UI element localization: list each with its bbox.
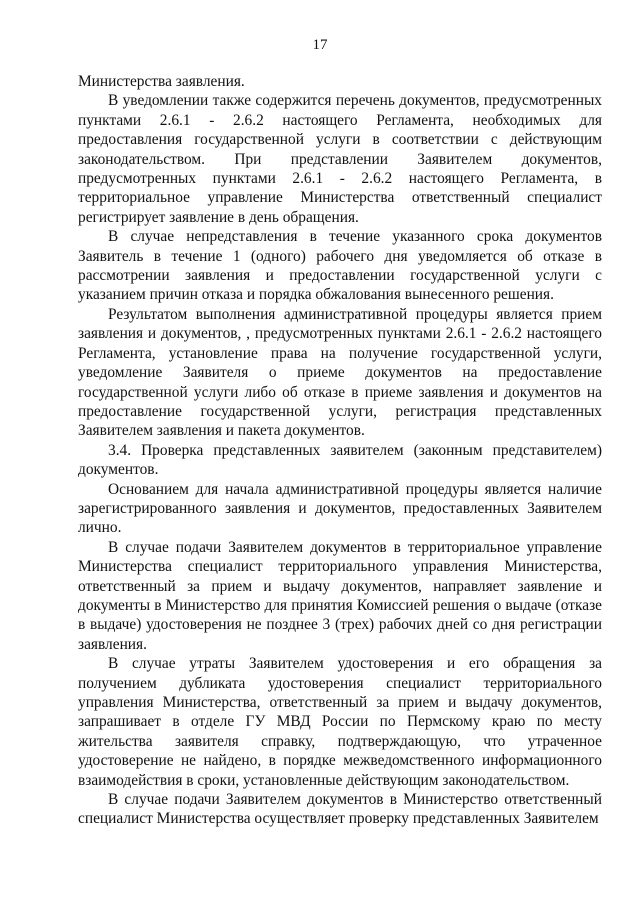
- paragraph-procedure-result: Результатом выполнения административной процедуры является прием заявления и документов, , предусмотренных пунктами 2.6.1 - 2.6.2 настоящего Регламента, установление права на получение государственной услуги, уведомление Заявителя о приеме документов на предоставление государственной услуги либо об отказе в приеме заявления и документов на предоставление государственной услуги, регистрация представленных Заявителем заявления и пакета документов.: [78, 305, 602, 440]
- paragraph-certificate-loss: В случае утраты Заявителем удостоверения и его обращения за получением дубликата удостоверения специалист территориального управления Министерства, ответственный за прием и выдачу документов, запрашивает в отделе ГУ МВД России по Пермскому краю по месту жительства заявителя справку, подтверждающую, что утраченное удостоверение не найдено, в порядке межведомственного информационного взаимодействия в сроки, установленные действующим законодательством.: [78, 655, 602, 789]
- page-number: 17: [312, 37, 328, 53]
- paragraph-continuation: Министерства заявления.: [78, 73, 245, 90]
- paragraph-non-submission: В случае непредставления в течение указанного срока документов Заявитель в течение 1 (одного) рабочего дня уведомляется об отказе в рассмотрении заявления и предоставлении государственной услуги с указанием причин отказа и порядка обжалования вынесенного решения.: [78, 228, 602, 304]
- paragraph-territorial-submission: В случае подачи Заявителем документов в территориальное управление Министерства специалист территориального управления Министерства, ответственный за прием и выдачу документов, направляет заявление и документы в Министерство для принятия Комиссией решения о выдаче (отказе в выдаче) удостоверения не позднее 3 (трех) рабочих дней со дня регистрации заявления.: [78, 538, 602, 653]
- document-body: [78, 72, 602, 829]
- paragraph-procedure-basis: Основанием для начала административной процедуры является наличие зарегистрированного заявления и документов, предоставленных Заявителем лично.: [78, 480, 602, 537]
- section-heading-3-4: 3.4. Проверка представленных заявителем (законным представителем) документов.: [78, 441, 602, 479]
- paragraph-notification-list: В уведомлении также содержится перечень документов, предусмотренных пунктами 2.6.1 - 2.6.2 настоящего Регламента, необходимых для предоставления государственной услуги в соответствии с действующим законодательством. При представлении Заявителем документов, предусмотренных пунктами 2.6.1 - 2.6.2 настоящего Регламента, в территориальное управление Министерства ответственный специалист регистрирует заявление в день обращения.: [78, 92, 602, 226]
- paragraph-ministry-submission: В случае подачи Заявителем документов в Министерство ответственный специалист Министерства осуществляет проверку представленных Заявителем: [78, 791, 602, 828]
